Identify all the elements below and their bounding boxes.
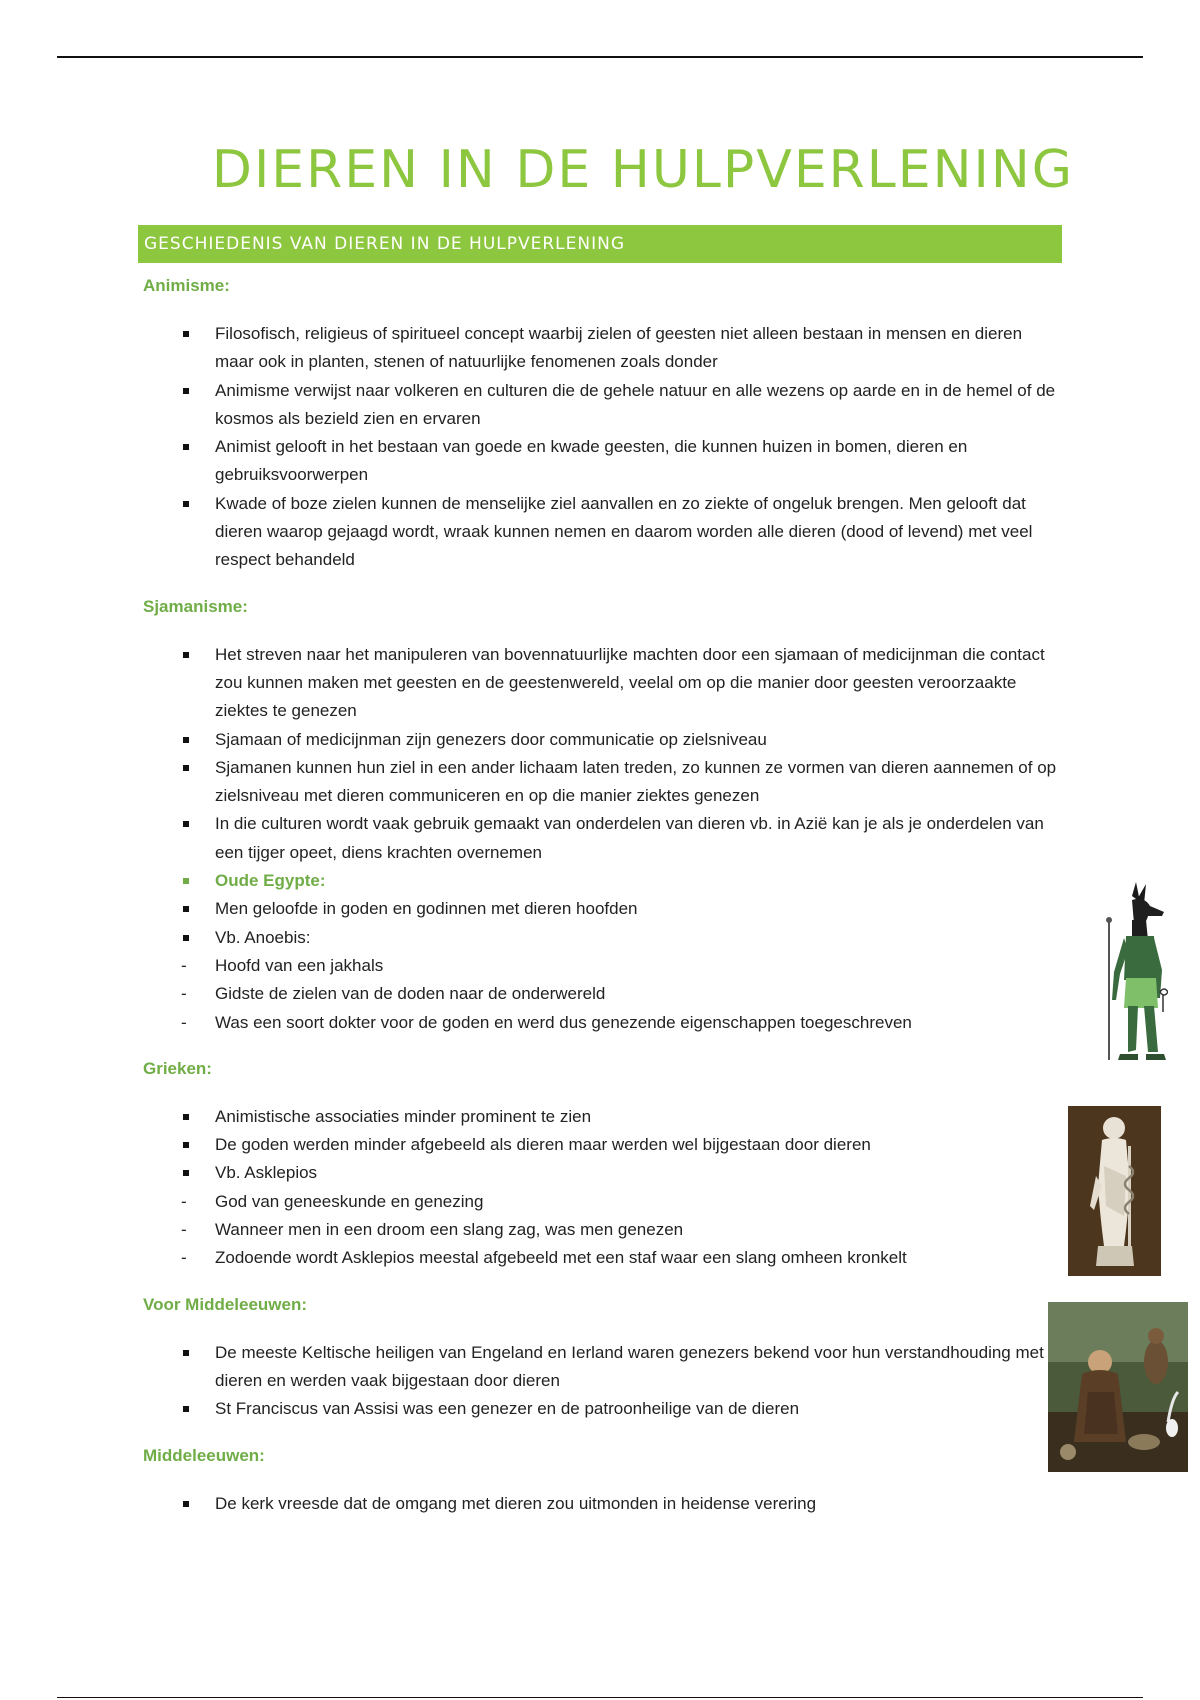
sublist-item: - Zodoende wordt Asklepios meestal afgebeeld met een staf waar een slang omheen kronkelt — [179, 1244, 1063, 1272]
sublist-item: - Wanneer men in een droom een slang zag, was men genezen — [179, 1216, 1063, 1244]
list-item: In die culturen wordt vaak gebruik gemaakt van onderdelen van dieren vb. in Azië kan je als je onderdelen van een tijger opeet, diens krachten overnemen — [143, 810, 1063, 867]
sublist-item: - Was een soort dokter voor de goden en werd dus genezende eigenschappen toegeschreven — [179, 1009, 1063, 1037]
list-voor-middeleeuwen — [143, 1339, 1063, 1424]
document-body — [143, 272, 1063, 1536]
subheading-oude-egypte: Oude Egypte: — [143, 867, 1063, 895]
list-sjamanisme — [143, 641, 1063, 1037]
list-grieken — [143, 1103, 1063, 1273]
header-rule — [57, 56, 1143, 58]
sublist-anoebis — [179, 952, 1063, 1037]
document-title: DIEREN IN DE HULPVERLENING — [211, 140, 1075, 200]
list-item: Animisme verwijst naar volkeren en culturen die de gehele natuur en alle wezens op aarde en in de hemel of de kosmos als bezield zien en ervaren — [143, 377, 1063, 434]
list-item-anoebis — [143, 924, 1063, 1037]
heading-animisme: Animisme: — [143, 276, 230, 295]
list-item: Sjamaan of medicijnman zijn genezers door communicatie op zielsniveau — [143, 726, 1063, 754]
list-item: Sjamanen kunnen hun ziel in een ander lichaam laten treden, zo kunnen ze vormen van dieren aannemen of op zielsniveau met dieren communiceren en op die manier ziektes genezen — [143, 754, 1063, 811]
franciscus-image — [1048, 1302, 1188, 1472]
sublist-item: - God van geneeskunde en genezing — [179, 1188, 1063, 1216]
footer-rule — [57, 1697, 1143, 1698]
list-middeleeuwen — [143, 1490, 1063, 1518]
list-item: De kerk vreesde dat de omgang met dieren zou uitmonden in heidense verering — [143, 1490, 1063, 1518]
sublist-asklepios — [179, 1188, 1063, 1273]
list-item: Animist gelooft in het bestaan van goede en kwade geesten, die kunnen huizen in bomen, dieren en gebruiksvoorwerpen — [143, 433, 1063, 490]
heading-middeleeuwen: Middeleeuwen: — [143, 1445, 265, 1465]
list-item: Het streven naar het manipuleren van bovennatuurlijke machten door een sjamaan of medicijnman die contact zou kunnen maken met geesten en de geestenwereld, veelal om op die manier door geesten veroorzaakte ziektes te genezen — [143, 641, 1063, 726]
sublist-item: - Hoofd van een jakhals — [179, 952, 1063, 980]
heading-sjamanisme: Sjamanisme: — [143, 596, 248, 616]
list-item-asklepios — [143, 1159, 1063, 1272]
list-item: Kwade of boze zielen kunnen de menselijke ziel aanvallen en zo ziekte of ongeluk brengen. Men gelooft dat dieren waarop gejaagd wordt, wraak kunnen nemen en daarom worden alle dieren (dood of levend) met veel respect behandeld — [143, 490, 1063, 575]
list-item: St Franciscus van Assisi was een genezer en de patroonheilige van de dieren — [143, 1395, 1063, 1423]
heading-voor-middeleeuwen: Voor Middeleeuwen: — [143, 1294, 308, 1314]
anubis-image — [1088, 880, 1168, 1065]
list-item: De meeste Keltische heiligen van Engeland en Ierland waren genezers bekend voor hun verstandhouding met dieren en werden vaak bijgestaan door dieren — [143, 1339, 1063, 1396]
list-item-label: Vb. Anoebis: — [215, 927, 311, 947]
list-animisme — [143, 320, 1063, 575]
list-item-label: Vb. Asklepios — [215, 1163, 318, 1183]
list-item: Men geloofde in goden en godinnen met dieren hoofden — [143, 895, 1063, 923]
list-item: Filosofisch, religieus of spiritueel concept waarbij zielen of geesten niet alleen bestaan in mensen en dieren maar ook in planten, stenen of natuurlijke fenomenen zoals donder — [143, 320, 1063, 377]
list-item: Animistische associaties minder prominent te zien — [143, 1103, 1063, 1131]
list-item: De goden werden minder afgebeeld als dieren maar werden wel bijgestaan door dieren — [143, 1131, 1063, 1159]
asklepios-image — [1068, 1106, 1161, 1276]
heading-grieken: Grieken: — [143, 1058, 212, 1078]
sublist-item: - Gidste de zielen van de doden naar de onderwereld — [179, 980, 1063, 1008]
section-title-bar: GESCHIEDENIS VAN DIEREN IN DE HULPVERLENING — [138, 225, 1062, 263]
